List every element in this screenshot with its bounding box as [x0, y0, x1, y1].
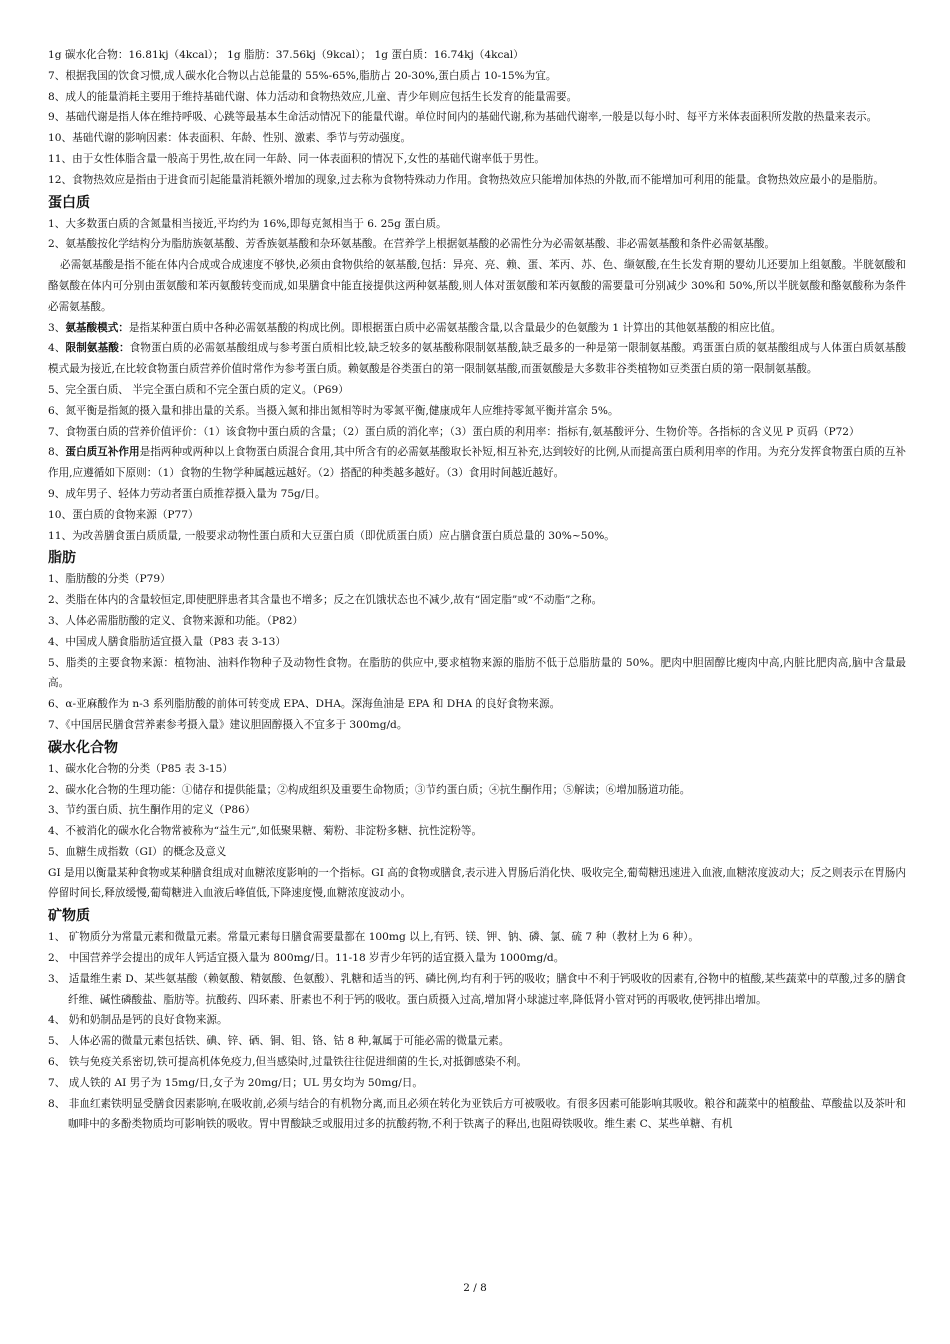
mineral-item-8: 8、 非血红素铁明显受膳食因素影响,在吸收前,必须与结合的有机物分离,而且必须在转化为亚铁后方可被吸收。有很多因素可能影响其吸收。粮谷和蔬菜中的植酸盐、草酸盐以及茶叶和咖啡中的多酚类物质均可影响铁的吸收。胃中胃酸缺乏或服用过多的抗酸药物,不利于铁离子的释出,也阻碍铁吸收。维生素 C、某些单糖、有机: [48, 1097, 906, 1131]
mineral-item-7: 7、 成人铁的 AI 男子为 15mg/日,女子为 20mg/日；UL 男女均为 50mg/日。: [48, 1076, 423, 1089]
protein-item-10: 10、蛋白质的食物来源（P77）: [48, 508, 199, 521]
item-number: 4、: [48, 342, 66, 355]
protein-item-11: 11、为改善膳食蛋白质质量, 一般要求动物性蛋白质和大豆蛋白质（即优质蛋白质）应占膳食蛋白质总量的 30%~50%。: [48, 529, 615, 542]
mineral-item-3: 3、 适量维生素 D、某些氨基酸（赖氨酸、精氨酸、色氨酸）、乳糖和适当的钙、磷比例,均有利于钙的吸收；膳食中不利于钙吸收的因素有,谷物中的植酸,某些蔬菜中的草酸,过多的膳食纤维、碱性磷酸盐、脂肪等。抗酸药、四环素、肝素也不利于钙的吸收。蛋白质摄入过高,增加肾小球滤过率,降低肾小管对钙的再吸收,使钙排出增加。: [48, 972, 906, 1006]
energy-line-1: 1g 碳水化合物：16.81kj（4kcal）； 1g 脂肪：37.56kj（9kcal）； 1g 蛋白质：16.74kj（4kcal）: [48, 49, 524, 61]
carb-item-3: 3、节约蛋白质、抗生酮作用的定义（P86）: [48, 804, 256, 817]
protein-item-1: 1、大多数蛋白质的含氮量相当接近,平均约为 16%,即每克氮相当于 6. 25g 蛋白质。: [48, 217, 447, 230]
section-heading-protein: 蛋白质: [48, 194, 90, 211]
protein-item-7: 7、食物蛋白质的营养价值评价：（1）该食物中蛋白质的含量；（2）蛋白质的消化率；（3）蛋白质的利用率：指标有,氨基酸评分、生物价等。各指标的含义见 P 页码（P72）: [48, 425, 860, 438]
protein-item-2-detail: 必需氨基酸是指不能在体内合成或合成速度不够快,必须由食物供给的氨基酸,包括：异亮、亮、赖、蛋、苯丙、苏、色、缬氨酸,在生长发育期的婴幼儿还要加上组氨酸。半胱氨酸和酪氨酸在体内可分别由蛋氨酸和苯丙氨酸转变而成,如果膳食中能直接提供这两种氨基酸,则人体对蛋氨酸和苯丙氨酸的需要量可分别减少 30%和 50%,所以半胱氨酸和酪氨酸称为条件必需氨基酸。: [48, 259, 906, 313]
item-text: 食物蛋白质的必需氨基酸组成与参考蛋白质相比较,缺乏较多的氨基酸称限制氨基酸,缺乏最多的一种是第一限制氨基酸。鸡蛋蛋白质的氨基酸组成与人体蛋白质氨基酸模式最为接近,在比较食物蛋白质营养价值时常作为参考蛋白质。赖氨酸是谷类蛋白的第一限制氨基酸,而蛋氨酸是大多数非谷类植物如豆类蛋白质的第一限制氨基酸。: [48, 342, 907, 376]
page-number: 2 / 8: [463, 1282, 487, 1294]
protein-item-4: [48, 338, 906, 380]
item-text: 是指某种蛋白质中各种必需氨基酸的构成比例。即根据蛋白质中必需氨基酸含量,以含量最少的色氨酸为 1 计算出的其他氨基酸的相应比值。: [128, 321, 782, 334]
term-complementary-action: 蛋白质互补作用: [65, 446, 140, 459]
energy-item-12: 12、食物热效应是指由于进食而引起能量消耗额外增加的现象,过去称为食物特殊动力作用。食物热效应只能增加体热的外散,而不能增加可利用的能量。食物热效应最小的是脂肪。: [48, 173, 884, 186]
mineral-item-4: 4、 奶和奶制品是钙的良好食物来源。: [48, 1014, 228, 1027]
protein-item-6: 6、氮平衡是指氮的摄入量和排出量的关系。当摄入氮和排出氮相等时为零氮平衡,健康成年人应维持零氮平衡并富余 5%。: [48, 404, 619, 417]
protein-item-5: 5、完全蛋白质、 半完全蛋白质和不完全蛋白质的定义。（P69）: [48, 383, 349, 396]
fat-item-5: 5、脂类的主要食物来源：植物油、油料作物种子及动物性食物。在脂肪的供应中,要求植物来源的脂肪不低于总脂肪量的 50%。肥肉中胆固醇比瘦肉中高,内脏比肥肉高,脑中含量最高。: [48, 656, 906, 690]
mineral-item-2: 2、 中国营养学会提出的成年人钙适宜摄入量为 800mg/日。11-18 岁青少年钙的适宜摄入量为 1000mg/d。: [48, 952, 565, 965]
fat-item-6: 6、α-亚麻酸作为 n-3 系列脂肪酸的前体可转变成 EPA、DHA。深海鱼油是 EPA 和 DHA 的良好食物来源。: [48, 698, 561, 711]
protein-item-9: 9、成年男子、轻体力劳动者蛋白质推荐摄入量为 75g/日。: [48, 487, 326, 500]
item-number: 3、: [48, 321, 66, 334]
energy-item-8: 8、成人的能量消耗主要用于维持基础代谢、体力活动和食物热效应,儿童、青少年则应包括生长发育的能量需要。: [48, 90, 578, 103]
protein-item-2: 2、氨基酸按化学结构分为脂肪族氨基酸、芳香族氨基酸和杂环氨基酸。在营养学上根据氨基酸的必需性分为必需氨基酸、非必需氨基酸和条件必需氨基酸。: [48, 238, 776, 251]
carb-item-2: 2、碳水化合物的生理功能：①储存和提供能量；②构成组织及重要生命物质；③节约蛋白质；④抗生酮作用；⑤解读；⑥增加肠道功能。: [48, 783, 691, 796]
page-body: [48, 45, 906, 1135]
mineral-item-6: 6、 铁与免疫关系密切,铁可提高机体免疫力,但当感染时,过量铁往往促进细菌的生长,对抵御感染不利。: [48, 1056, 528, 1069]
mineral-item-5: 5、 人体必需的微量元素包括铁、碘、锌、硒、铜、钼、铬、钴 8 种,氟属于可能必需的微量元素。: [48, 1035, 510, 1048]
energy-item-9: 9、基础代谢是指人体在维持呼吸、心跳等最基本生命活动情况下的能量代谢。单位时间内的基础代谢,称为基础代谢率,一般是以每小时、每平方米体表面积所发散的热量来表示。: [48, 111, 878, 124]
energy-item-11: 11、由于女性体脂含量一般高于男性,故在同一年龄、同一体表面积的情况下,女性的基础代谢率低于男性。: [48, 152, 545, 165]
section-heading-carbohydrate: 碳水化合物: [48, 739, 118, 756]
fat-item-2: 2、类脂在体内的含量较恒定,即使肥胖患者其含量也不增多；反之在饥饿状态也不减少,故有“固定脂”或“不动脂”之称。: [48, 594, 603, 607]
item-text: 是指两种或两种以上食物蛋白质混合食用,其中所含有的必需氨基酸取长补短,相互补充,达到较好的比例,从而提高蛋白质利用率的作用。为充分发挥食物蛋白质的互补作用,应遵循如下原则：（1）食物的生物学种属越远越好。（2）搭配的种类越多越好。（3）食用时间越近越好。: [48, 446, 906, 480]
fat-item-7: 7、《中国居民膳食营养素参考摄入量》建议胆固醇摄入不宜多于 300mg/d。: [48, 718, 408, 731]
fat-item-4: 4、中国成人膳食脂肪适宜摄入量（P83 表 3-13）: [48, 635, 286, 648]
energy-item-7: 7、根据我国的饮食习惯,成人碳水化合物以占总能量的 55%-65%,脂肪占 20-30%,蛋白质占 10-15%为宜。: [48, 69, 557, 82]
carb-item-5: 5、血糖生成指数（GI）的概念及意义: [48, 845, 227, 858]
mineral-item-1: 1、 矿物质分为常量元素和微量元素。常量元素每日膳食需要量都在 100mg 以上,有钙、镁、钾、钠、磷、氯、硫 7 种（教材上为 6 种）。: [48, 931, 699, 944]
term-amino-acid-pattern: 氨基酸模式：: [65, 321, 129, 334]
protein-item-3: [48, 318, 906, 339]
protein-item-8: [48, 442, 906, 484]
fat-item-3: 3、人体必需脂肪酸的定义、食物来源和功能。（P82）: [48, 614, 304, 627]
carb-gi-explanation: GI 是用以衡量某种食物或某种膳食组成对血糖浓度影响的一个指标。GI 高的食物或膳食,表示进入胃肠后消化快、吸收完全,葡萄糖迅速进入血液,血糖浓度波动大；反之则表示在胃肠内停留时间长,释放缓慢,葡萄糖进入血液后峰值低,下降速度慢,血糖浓度波动小。: [48, 866, 906, 900]
term-limiting-amino-acid: 限制氨基酸：: [65, 342, 130, 355]
section-heading-mineral: 矿物质: [48, 908, 90, 925]
carb-item-4: 4、不被消化的碳水化合物常被称为“益生元”,如低聚果糖、菊粉、非淀粉多糖、抗性淀粉等。: [48, 825, 483, 838]
fat-item-1: 1、脂肪酸的分类（P79）: [48, 573, 171, 586]
item-number: 8、: [48, 446, 66, 459]
section-heading-fat: 脂肪: [48, 550, 76, 567]
energy-item-10: 10、基础代谢的影响因素：体表面积、年龄、性别、激素、季节与劳动强度。: [48, 132, 412, 145]
carb-item-1: 1、碳水化合物的分类（P85 表 3-15）: [48, 762, 234, 775]
